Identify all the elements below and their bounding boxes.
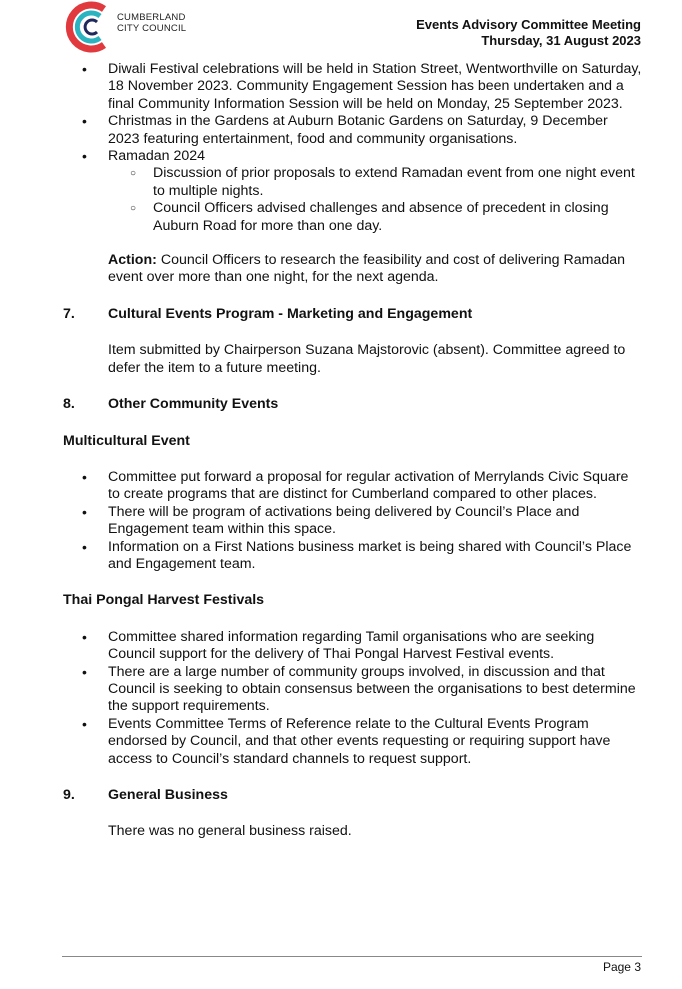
thai-pongal-bullet-list: [63, 629, 643, 768]
document-body: [63, 61, 643, 841]
sub-list-item: ○ Discussion of prior proposals to extend Ramadan event from one night event to multiple nights.: [153, 165, 643, 200]
meeting-title: Events Advisory Committee Meeting: [416, 17, 641, 32]
list-item: • Diwali Festival celebrations will be held in Station Street, Wentworthville on Saturday, 18 November 2023. Community Engagement Session has been undertaken and a final Community Information Session will be held on Monday, 25 September 2023.: [108, 61, 643, 113]
logo-c-icon: [64, 0, 114, 54]
multicultural-heading: Multicultural Event: [63, 432, 190, 449]
page-number: Page 3: [602, 960, 641, 974]
action-text: Council Officers to research the feasibility and cost of delivering Ramadan event over more than one night, for the next agenda.: [108, 252, 626, 286]
section-8-heading: [63, 396, 643, 413]
logo-text-line1: CUMBERLAND: [117, 12, 186, 23]
intro-bullet-list: [63, 61, 643, 235]
list-item: • Christmas in the Gardens at Auburn Botanic Gardens on Saturday, 9 December 2023 featuring entertainment, food and community organisations.: [108, 113, 643, 148]
meeting-header: [416, 17, 641, 49]
list-item-text: Ramadan 2024: [108, 148, 206, 165]
section-title: Cultural Events Program - Marketing and Engagement: [108, 305, 473, 322]
section-number: 8.: [63, 396, 75, 413]
section-number: 7.: [63, 305, 75, 322]
footer-divider: [62, 956, 642, 957]
section-7-heading: [63, 306, 643, 323]
council-logo: [64, 0, 194, 54]
multicultural-bullet-list: [63, 469, 643, 573]
section-title: General Business: [108, 787, 228, 803]
list-item: • Committee put forward a proposal for regular activation of Merrylands Civic Square to create programs that are distinct for Cumberland compared to other places.: [108, 469, 643, 504]
sub-list-item: ○ Council Officers advised challenges and absence of precedent in closing Auburn Road for more than one day.: [153, 200, 643, 235]
list-item: • Committee shared information regarding Tamil organisations who are seeking Council support for the delivery of Thai Pongal Harvest Festival events.: [108, 629, 643, 664]
section-9-body: There was no general business raised.: [108, 823, 352, 840]
section-number: 9.: [63, 787, 75, 803]
action-item: [63, 252, 643, 287]
thai-pongal-heading: Thai Pongal Harvest Festivals: [63, 592, 265, 609]
list-item: • Events Committee Terms of Reference relate to the Cultural Events Program endorsed by Council, and that other events requesting or requiring support have access to Council’s standard channels to request support.: [108, 716, 643, 768]
meeting-date: Thursday, 31 August 2023: [481, 33, 641, 48]
section-9-heading: [63, 787, 643, 804]
list-item: • There will be program of activations being delivered by Council’s Place and Engagement team within this space.: [108, 504, 643, 539]
section-7-body: Item submitted by Chairperson Suzana Majstorovic (absent). Committee agreed to defer the item to a future meeting.: [108, 342, 626, 376]
list-item: • There are a large number of community groups involved, in discussion and that Council is seeking to obtain consensus between the organisations to best determine the support requirements.: [108, 664, 643, 716]
list-item: [108, 148, 643, 235]
list-item: • Information on a First Nations business market is being shared with Council’s Place and Engagement team.: [108, 539, 643, 574]
action-label: Action:: [108, 252, 157, 269]
ramadan-sub-list: [108, 165, 643, 235]
logo-text-line2: CITY COUNCIL: [117, 23, 187, 34]
section-title: Other Community Events: [108, 396, 279, 413]
